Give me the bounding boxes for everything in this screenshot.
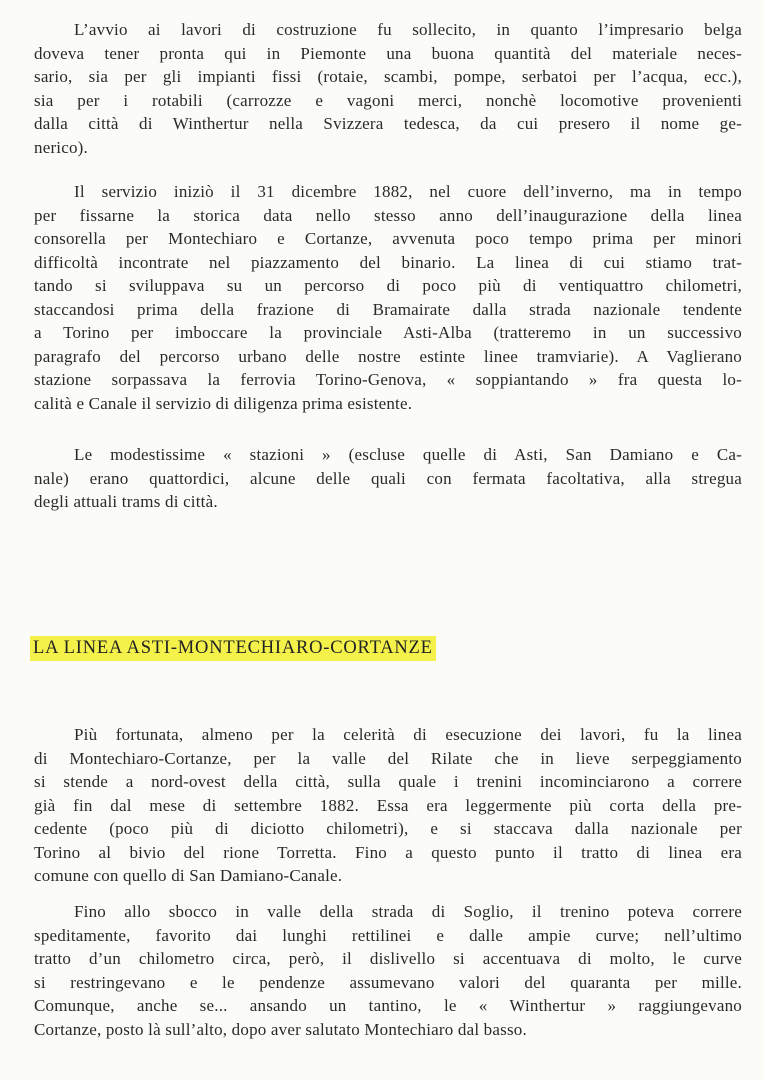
paragraph-stations bbox=[34, 443, 742, 514]
text-line: Cortanze, posto là sull’alto, dopo aver salutato Montechiaro dal basso. bbox=[34, 1019, 527, 1039]
text-line: per fissarne la storica data nello stesso anno dell’inaugurazione della linea bbox=[34, 205, 742, 225]
text-line: consorella per Montechiaro e Cortanze, avvenuta poco tempo prima per minori bbox=[34, 229, 742, 248]
text-line: Il servizio iniziò il 31 dicembre 1882, nel cuore dell’inverno, ma in tempo bbox=[74, 182, 742, 201]
text-line: degli attuali trams di città. bbox=[34, 492, 218, 511]
text-line: nale) erano quattordici, alcune delle quali con fermata facoltativa, alla stregua bbox=[34, 468, 742, 488]
text-line: tando si sviluppava su un percorso di poco più di ventiquattro chilometri, bbox=[34, 276, 742, 295]
text-line: paragrafo del percorso urbano delle nostre estinte linee tramviarie). A Vaglierano bbox=[34, 346, 742, 366]
text-line: già fin dal mese di settembre 1882. Essa era leggermente più corta della pre- bbox=[34, 795, 742, 815]
text-line: dalla città di Winthertur nella Svizzera tedesca, da cui presero il nome ge- bbox=[34, 114, 742, 133]
text-line: cedente (poco più di diciotto chilometri), e si staccava dalla nazionale per bbox=[34, 819, 742, 838]
text-line: Più fortunata, almeno per la celerità di esecuzione dei lavori, fu la linea bbox=[74, 725, 742, 744]
text-line: doveva tener pronta qui in Piemonte una buona quantità del materiale neces- bbox=[34, 43, 742, 63]
section-heading-highlighted: LA LINEA ASTI-MONTECHIARO-CORTANZE bbox=[30, 636, 436, 661]
text-line: difficoltà incontrate nel piazzamento del binario. La linea di cui stiamo trat- bbox=[34, 252, 742, 272]
text-line: sia per i rotabili (carrozze e vagoni merci, nonchè locomotive provenienti bbox=[34, 90, 742, 110]
text-line: sario, sia per gli impianti fissi (rotaie, scambi, pompe, serbatoi per l’acqua, ecc.), bbox=[34, 67, 742, 86]
text-line: Fino allo sbocco in valle della strada di Soglio, il trenino poteva correre bbox=[74, 902, 742, 921]
text-line: Comunque, anche se... ansando un tantino, le « Winthertur » raggiungevano bbox=[34, 996, 742, 1015]
text-line: si stende a nord-ovest della città, sulla quale i trenini incominciarono a correre bbox=[34, 772, 742, 791]
text-line: staccandosi prima della frazione di Bramairate dalla strada nazionale tendente bbox=[34, 299, 742, 319]
text-line: nerico). bbox=[34, 137, 88, 157]
text-line: Le modestissime « stazioni » (escluse quelle di Asti, San Damiano e Ca- bbox=[74, 445, 742, 464]
text-line: tratto d’un chilometro circa, però, il dislivello si accentuava di molto, le curve bbox=[34, 949, 742, 968]
text-line: si restringevano e le pendenze assumevano valori del quaranta per mille. bbox=[34, 972, 742, 992]
paragraph-montechiaro-line bbox=[34, 723, 742, 888]
text-line: a Torino per imboccare la provinciale Asti-Alba (tratteremo in un successivo bbox=[34, 323, 742, 342]
text-line: L’avvio ai lavori di costruzione fu sollecito, in quanto l’impresario belga bbox=[74, 20, 742, 39]
text-line: speditamente, favorito dai lunghi rettilinei e dalle ampie curve; nell’ultimo bbox=[34, 925, 742, 945]
paragraph-intro-works bbox=[34, 18, 742, 159]
text-line: stazione sorpassava la ferrovia Torino-Genova, « soppiantando » fra questa lo- bbox=[34, 370, 742, 389]
text-line: Torino al bivio del rione Torretta. Fino a questo punto il tratto di linea era bbox=[34, 842, 742, 862]
text-line: comune con quello di San Damiano-Canale. bbox=[34, 866, 343, 885]
paragraph-soglio-valley bbox=[34, 900, 742, 1041]
text-line: calità e Canale il servizio di diligenza prima esistente. bbox=[34, 393, 413, 413]
paragraph-service-start bbox=[34, 180, 742, 415]
text-line: di Montechiaro-Cortanze, per la valle del Rilate che in lieve serpeggiamento bbox=[34, 748, 742, 768]
